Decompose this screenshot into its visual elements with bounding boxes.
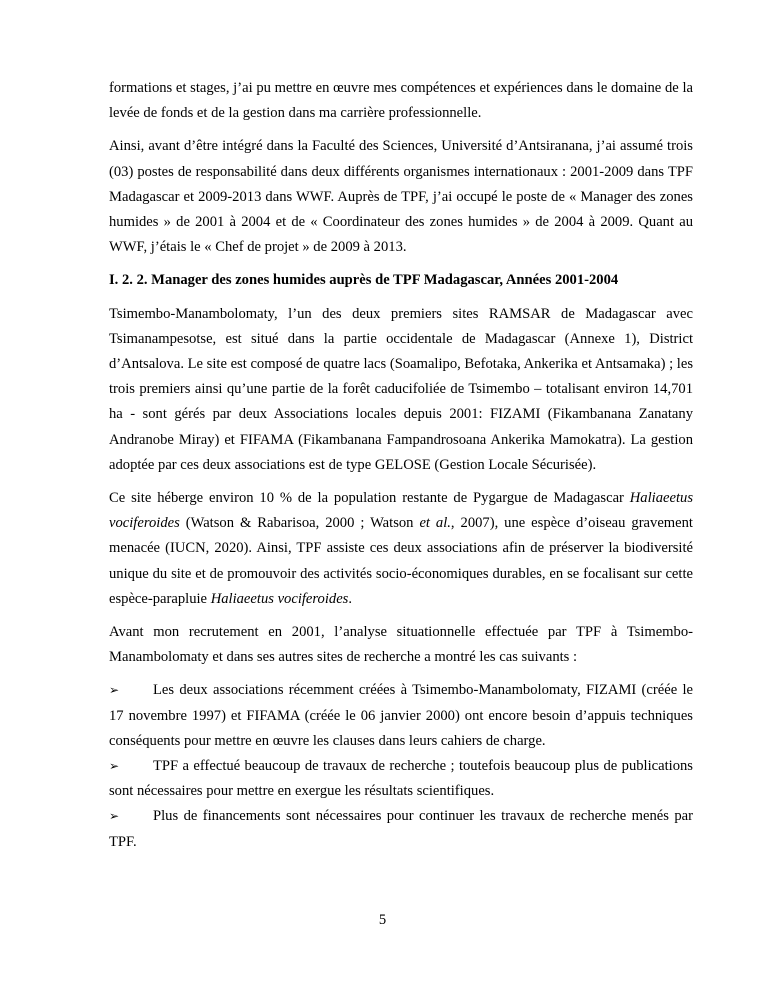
paragraph-species <box>109 486 693 612</box>
text-run: , 2007), une espèce d’oiseau gravement menacée (IUCN, 2020). Ainsi, TPF assiste ces deux associations afin de préserver la biodiversité unique du site et de promouvoir des activités socio-économiques durables, en se focalisant sur cette espèce-parapluie <box>109 515 693 607</box>
arrow-bullet-icon: ➢ <box>109 683 120 698</box>
paragraph-situation-analysis: Avant mon recrutement en 2001, l’analyse situationnelle effectuée par TPF à Tsimembo-Manambolomaty et dans ses autres sites de recherche a montré les cas suivants : <box>109 624 693 666</box>
bullet-text: Plus de financements sont nécessaires pour continuer les travaux de recherche menés par TPF. <box>109 808 693 850</box>
page-body <box>109 76 693 855</box>
species-name-italic: Haliaeetus vociferoides <box>109 490 693 532</box>
paragraph-positions: Ainsi, avant d’être intégré dans la Faculté des Sciences, Université d’Antsiranana, j’ai assumé trois (03) postes de responsabilité dans deux différents organismes internationaux : 2001-2009 dans TPF Madagascar et 2009-2013 dans WWF. Auprès de TPF, j’ai occupé le poste de « Manager des zones humides » de 2001 à 2004 et de « Coordinateur des zones humides » de 2004 à 2009. Quant au WWF, j’étais le « Chef de projet » de 2009 à 2013. <box>109 138 693 256</box>
species-name-italic: Haliaeetus vociferoides <box>210 590 349 607</box>
page-number: 5 <box>378 912 387 928</box>
paragraph-site-description: Tsimembo-Manambolomaty, l’un des deux premiers sites RAMSAR de Madagascar avec Tsimanampesotse, est situé dans la partie occidentale de Madagascar (Annexe 1), District d’Antsalova. Le site est composé de quatre lacs (Soamalipo, Befotaka, Ankerika et Antsamaka) ; les trois premiers ainsi qu’une partie de la forêt caducifoliée de Tsimembo – totalisant environ 14,701 ha - sont gérés par deux Associations locales depuis 2001: FIZAMI (Fikambanana Zanatany Andranobe Miray) et FIFAMA (Fikambanana Fampandrosoana Ankerika Mamokatra). La gestion adoptée par ces deux associations est de type GELOSE (Gestion Locale Sécurisée). <box>109 305 693 473</box>
bullet-text: TPF a effectué beaucoup de travaux de recherche ; toutefois beaucoup plus de publications sont nécessaires pour mettre en exergue les résultats scientifiques. <box>109 758 693 800</box>
bullet-item <box>109 678 693 754</box>
bullet-item <box>109 804 693 854</box>
et-al-italic: et al. <box>419 515 451 532</box>
arrow-bullet-icon: ➢ <box>109 809 120 824</box>
arrow-bullet-icon: ➢ <box>109 759 120 774</box>
section-heading: I. 2. 2. Manager des zones humides auprès de TPF Madagascar, Années 2001-2004 <box>109 272 619 289</box>
bullet-text: Les deux associations récemment créées à Tsimembo-Manambolomaty, FIZAMI (créée le 17 novembre 1997) et FIFAMA (créée le 06 janvier 2000) ont encore besoin d’appuis techniques conséquents pour mettre en œuvre les clauses dans leurs cahiers de charge. <box>109 682 693 749</box>
text-run: Ce site héberge environ 10 % de la population restante de Pygargue de Madagascar <box>109 490 630 507</box>
text-run: . <box>348 590 353 607</box>
bullet-item <box>109 754 693 804</box>
text-run: (Watson & Rabarisoa, 2000 ; Watson <box>179 515 420 532</box>
paragraph-intro-continuation: formations et stages, j’ai pu mettre en œuvre mes compétences et expériences dans le domaine de la levée de fonds et de la gestion dans ma carrière professionnelle. <box>109 80 693 122</box>
